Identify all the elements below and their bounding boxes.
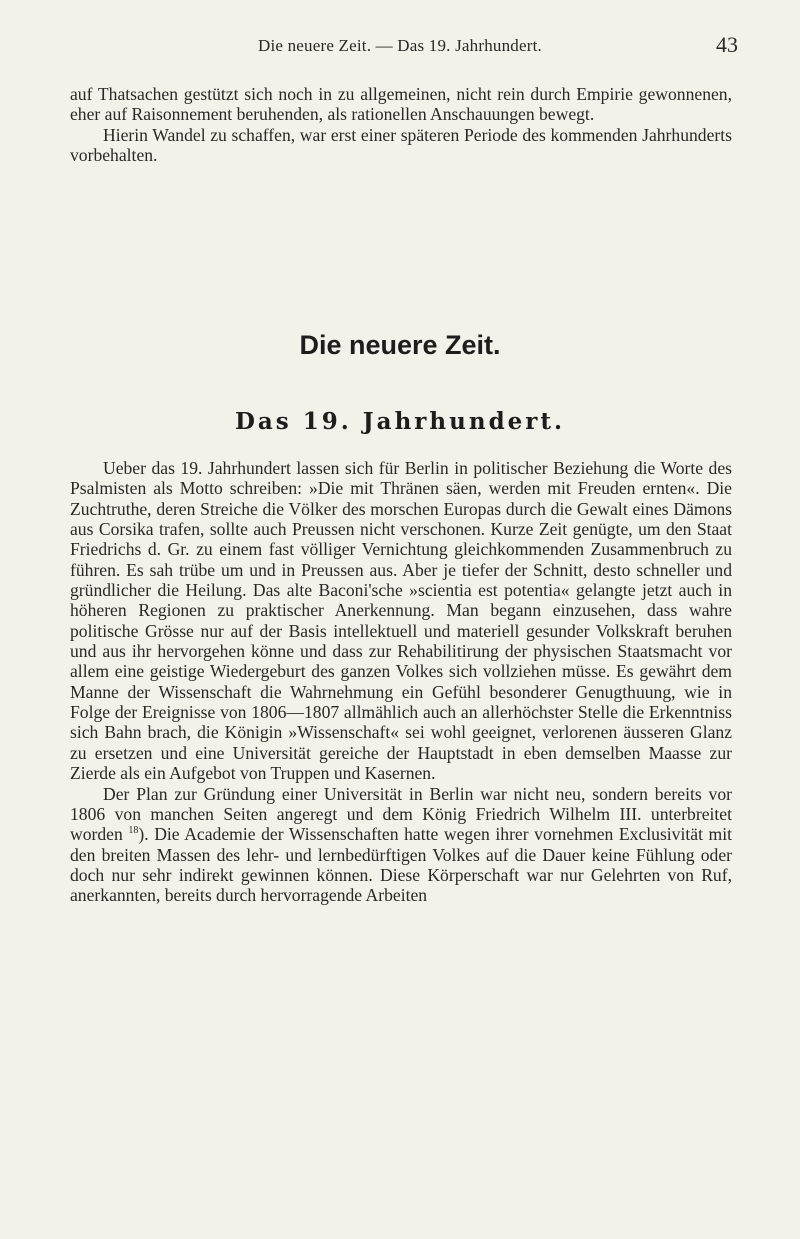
main-paragraph xyxy=(70,784,732,906)
paragraph-text: ). Die Academie der Wissenschaften hatte wegen ihrer vornehmen Exclusivität mit den breiten Massen des lehr- und lernbedürftigen Volkes auf die Dauer keine Fühlung oder doch nur sehr indirekt gewinnen können. Diese Körperschaft war nur Gelehrten von Ruf, anerkannten, bereits durch hervorragende Arbeiten xyxy=(70,824,732,906)
intro-paragraph: auf Thatsachen gestützt sich noch in zu allgemeinen, nicht rein durch Empirie gewonnenen, eher auf Raisonnement beruhenden, als rationellen Anschauungen bewegt. xyxy=(70,84,732,125)
section-subtitle: Das 19. Jahrhundert. xyxy=(234,408,566,435)
running-head: Die neuere Zeit. — Das 19. Jahrhundert. xyxy=(258,36,542,55)
main-paragraph: Ueber das 19. Jahrhundert lassen sich für Berlin in politischer Beziehung die Worte des Psalmisten als Motto schreiben: »Die mit Thränen säen, werden mit Freuden ernten«. Die Zuchtruthe, deren Streiche die Völker des morschen Europas durch die Gewalt eines Dämons aus Corsika trafen, sollte auch Preussen nicht verschonen. Kurze Zeit genügte, um den Staat Friedrichs d. Gr. zu einem fast völliger Vernichtung gleichkommenden Zusammenbruch zu führen. Es sah trübe um und in Preussen aus. Aber je tiefer der Schnitt, desto schneller und gründlicher die Heilung. Das alte Baconi'sche »scientia est potentia« gelangte jetzt auch in höheren Regionen zu praktischer Anerkennung. Man begann einzusehen, dass wahre politische Grösse nur auf der Basis intellektuell und materiell gesunder Volkskraft beruhen und aus ihr hervorgehen könne und dass zur Rehabilitirung der physischen Staatsmacht vor allem eine geistige Wiedergeburt des ganzen Volkes sich vollziehen müsse. Es gewährt dem Manne der Wissenschaft die Wahrnehmung ein Gefühl besonderer Genugthuung, wie in Folge der Ereignisse von 1806—1807 allmählich auch an allerhöchster Stelle die Erkenntniss sich Bahn brach, die Königin »Wissenschaft« sei wohl geeignet, verlorenen äusseren Glanz zu ersetzen und eine Universität gereiche der Hauptstadt in eben demselben Maasse zur Zierde als ein Aufgebot von Truppen und Kasernen. xyxy=(70,458,732,784)
intro-text xyxy=(70,84,732,166)
intro-paragraph: Hierin Wandel zu schaffen, war erst einer späteren Periode des kommenden Jahrhunderts vorbehalten. xyxy=(70,124,732,166)
page-number: 43 xyxy=(716,32,738,57)
main-text xyxy=(70,458,732,906)
paragraph-text: Der Plan zur Gründung einer Universität in Berlin war nicht neu, sondern bereits vor 1806 von manchen Seiten angeregt und dem König Friedrich Wilhelm III. unterbreitet worden xyxy=(70,783,732,845)
footnote-marker: 18 xyxy=(128,825,139,837)
section-title: Die neuere Zeit. xyxy=(299,330,501,360)
